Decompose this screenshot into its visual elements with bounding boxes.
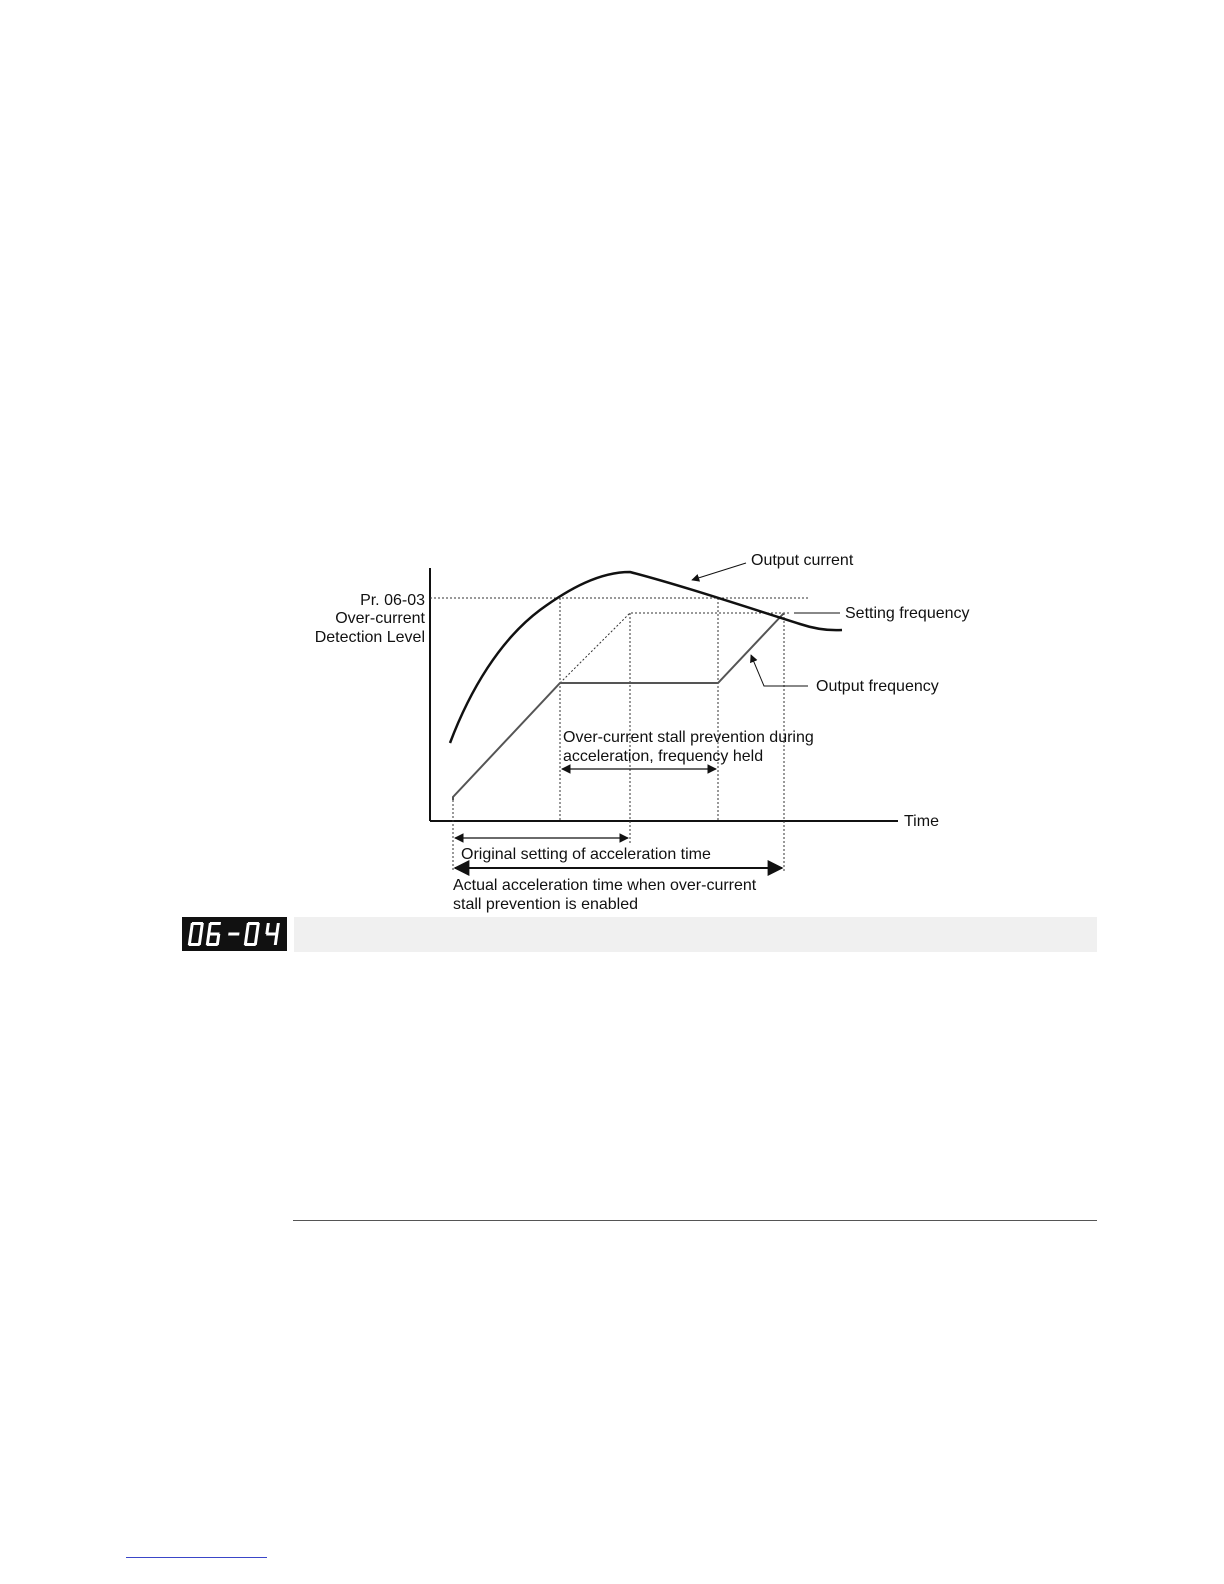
parameter-code-display — [182, 917, 287, 951]
hold-annotation-line-2: acceleration, frequency held — [563, 748, 764, 765]
y-label-line-1: Pr. 06-03 — [360, 592, 425, 609]
parameter-title-bar — [294, 917, 1097, 952]
output-frequency-curve — [453, 613, 784, 800]
x-axis-label: Time — [904, 813, 939, 830]
output-current-label: Output current — [751, 552, 854, 569]
segment-digit — [205, 922, 221, 946]
output-frequency-pointer — [751, 655, 808, 686]
segment-digit — [243, 922, 259, 946]
setting-frequency-curve — [560, 613, 790, 683]
section-divider — [293, 1220, 1097, 1221]
segment-digit — [228, 933, 239, 936]
segment-digit — [187, 922, 203, 946]
segment-digit — [263, 923, 279, 945]
y-label-line-3: Detection Level — [314, 629, 425, 646]
actual-accel-label-line-1: Actual acceleration time when over-current — [453, 877, 757, 894]
parameter-code-digits — [185, 920, 285, 948]
actual-accel-label-line-2: stall prevention is enabled — [453, 896, 639, 913]
page-link-underline[interactable] — [126, 1557, 267, 1558]
output-frequency-label: Output frequency — [816, 678, 939, 695]
output-current-pointer — [692, 563, 746, 580]
hold-annotation-line-1: Over-current stall prevention during — [563, 729, 814, 746]
setting-frequency-label: Setting frequency — [845, 605, 970, 622]
y-label-line-2: Over-current — [335, 610, 425, 627]
original-accel-label: Original setting of acceleration time — [461, 846, 711, 863]
